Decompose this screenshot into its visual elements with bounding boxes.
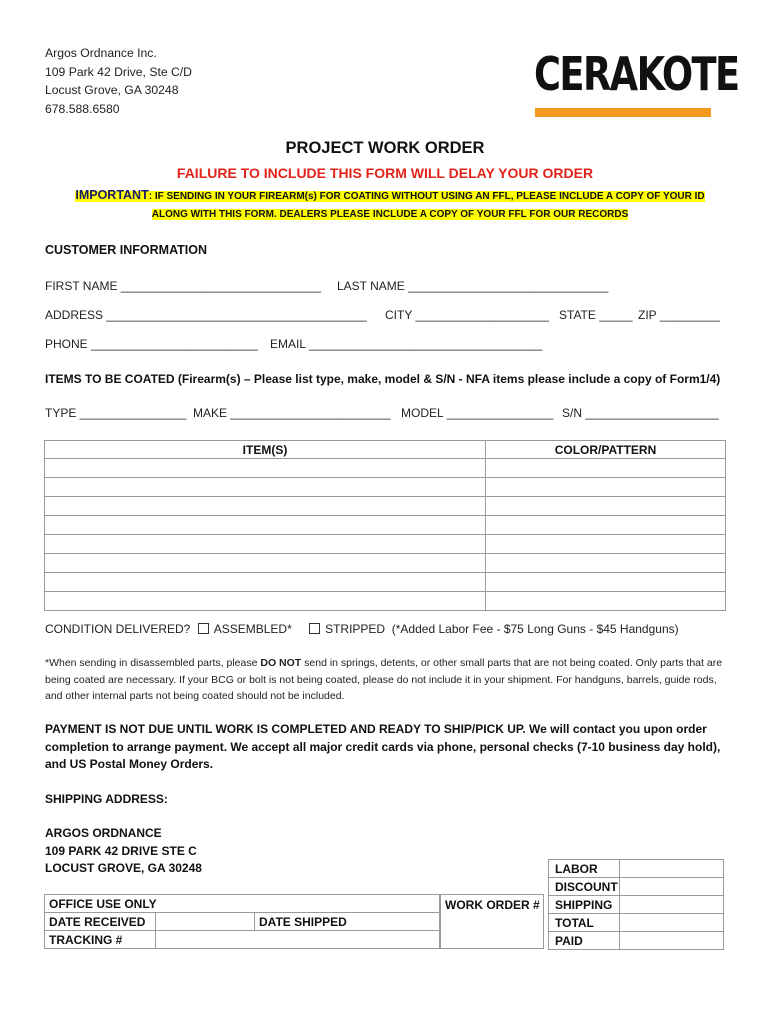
col-items-header: ITEM(S) <box>45 441 486 459</box>
color-cell[interactable] <box>486 459 726 478</box>
company-name: Argos Ordnance Inc. <box>45 46 157 60</box>
work-order-label: WORK ORDER # <box>445 898 540 912</box>
stripped-label: STRIPPED <box>325 622 386 636</box>
model-field[interactable]: MODEL ________________ <box>401 406 554 420</box>
important-line1: : IF SENDING IN YOUR FIREARM(s) FOR COATING WITHOUT USING AN FFL, PLEASE INCLUDE A COPY OF YOUR ID <box>148 191 705 202</box>
item-cell[interactable] <box>45 516 486 535</box>
shipping-line3: LOCUST GROVE, GA 30248 <box>45 861 202 875</box>
paid-cell[interactable] <box>620 932 724 950</box>
shipping-address <box>45 825 202 878</box>
shipping-address-label: SHIPPING ADDRESS: <box>45 792 168 806</box>
shipping-cost-label: SHIPPING <box>549 896 620 914</box>
total-cell[interactable] <box>620 914 724 932</box>
item-cell[interactable] <box>45 459 486 478</box>
note-text-pre: *When sending in disassembled parts, please <box>45 657 261 669</box>
condition-row <box>45 622 679 636</box>
last-name-field[interactable]: LAST NAME ______________________________ <box>337 279 609 293</box>
office-use-title: OFFICE USE ONLY <box>45 895 440 913</box>
make-field[interactable]: MAKE ________________________ <box>193 406 391 420</box>
page-title: PROJECT WORK ORDER <box>285 139 485 157</box>
col-color-header: COLOR/PATTERN <box>486 441 726 459</box>
table-row[interactable] <box>45 573 726 592</box>
items-heading: ITEMS TO BE COATED (Firearm(s) – Please list type, make, model & S/N - NFA items please include a copy of Form1/4) <box>45 372 721 386</box>
item-cell[interactable] <box>45 592 486 611</box>
note-text-bold: DO NOT <box>260 657 302 669</box>
color-cell[interactable] <box>486 497 726 516</box>
discount-label: DISCOUNT <box>549 878 620 896</box>
type-field[interactable]: TYPE ________________ <box>45 406 187 420</box>
color-cell[interactable] <box>486 478 726 497</box>
items-table <box>44 440 726 611</box>
color-cell[interactable] <box>486 535 726 554</box>
office-use-table <box>44 894 440 949</box>
important-notice <box>45 186 735 224</box>
date-shipped-label: DATE SHIPPED <box>255 913 440 931</box>
shipping-line2: 109 PARK 42 DRIVE STE C <box>45 843 197 858</box>
important-line2: ALONG WITH THIS FORM. DEALERS PLEASE INCLUDE A COPY OF YOUR FFL FOR OUR RECORDS <box>151 209 629 220</box>
table-row[interactable] <box>45 478 726 497</box>
tracking-label: TRACKING # <box>45 931 156 949</box>
table-row[interactable] <box>45 459 726 478</box>
address-field[interactable]: ADDRESS _______________________________________ <box>45 308 367 322</box>
first-name-field[interactable]: FIRST NAME ______________________________ <box>45 279 321 293</box>
paid-label: PAID <box>549 932 620 950</box>
failure-warning: FAILURE TO INCLUDE THIS FORM WILL DELAY YOUR ORDER <box>176 165 594 181</box>
note-text-post: send in springs, detents, or other small parts that are not being coated. Only parts that are being coated are necessary. If your BCG or bolt is not being coated, please do not include it in your shipment. For handguns, barrels, guide rods, and other internal parts not being coated should not be included. <box>45 657 723 702</box>
color-cell[interactable] <box>486 573 726 592</box>
total-label: TOTAL <box>549 914 620 932</box>
logo-underline-bar <box>535 108 711 117</box>
disassembled-parts-note <box>45 655 725 705</box>
tracking-cell[interactable] <box>156 931 440 949</box>
company-address <box>45 44 192 118</box>
date-received-label: DATE RECEIVED <box>45 913 156 931</box>
cerakote-logo <box>534 44 739 104</box>
labor-cell[interactable] <box>620 860 724 878</box>
logo-text: CERAKOTE <box>534 47 739 101</box>
assembled-label: ASSEMBLED* <box>213 622 292 636</box>
color-cell[interactable] <box>486 592 726 611</box>
labor-fee-note: (*Added Labor Fee - $75 Long Guns - $45 Handguns) <box>391 622 679 636</box>
item-cell[interactable] <box>45 554 486 573</box>
discount-cell[interactable] <box>620 878 724 896</box>
work-order-box[interactable] <box>440 894 544 949</box>
color-cell[interactable] <box>486 516 726 535</box>
serial-number-field[interactable]: S/N ____________________ <box>562 406 719 420</box>
table-row[interactable] <box>45 592 726 611</box>
totals-table <box>548 859 724 950</box>
company-phone: 678.588.6580 <box>45 101 120 116</box>
phone-field[interactable]: PHONE _________________________ <box>45 337 258 351</box>
assembled-checkbox[interactable] <box>198 623 209 634</box>
table-row[interactable] <box>45 535 726 554</box>
table-row[interactable] <box>45 497 726 516</box>
shipping-cost-cell[interactable] <box>620 896 724 914</box>
items-table-header <box>45 441 726 459</box>
date-received-cell[interactable] <box>156 913 255 931</box>
state-field[interactable]: STATE _____ <box>559 308 633 322</box>
table-row[interactable] <box>45 516 726 535</box>
item-cell[interactable] <box>45 478 486 497</box>
item-cell[interactable] <box>45 573 486 592</box>
company-city: Locust Grove, GA 30248 <box>45 83 179 97</box>
shipping-line1: ARGOS ORDNANCE <box>45 826 162 840</box>
color-cell[interactable] <box>486 554 726 573</box>
zip-field[interactable]: ZIP _________ <box>638 308 720 322</box>
item-cell[interactable] <box>45 497 486 516</box>
stripped-checkbox[interactable] <box>309 623 320 634</box>
email-field[interactable]: EMAIL ___________________________________ <box>270 337 543 351</box>
company-street: 109 Park 42 Drive, Ste C/D <box>45 64 192 79</box>
table-row[interactable] <box>45 554 726 573</box>
important-lead: IMPORTANT <box>75 188 149 202</box>
customer-info-heading: CUSTOMER INFORMATION <box>45 243 208 257</box>
payment-notice: PAYMENT IS NOT DUE UNTIL WORK IS COMPLETED AND READY TO SHIP/PICK UP. We will contact you upon order completion to arrange payment. We accept all major credit cards via phone, personal checks (7-10 business day hold), and US Postal Money Orders. <box>45 722 721 771</box>
city-field[interactable]: CITY ____________________ <box>385 308 549 322</box>
labor-label: LABOR <box>549 860 620 878</box>
item-cell[interactable] <box>45 535 486 554</box>
condition-label: CONDITION DELIVERED? <box>45 622 191 636</box>
